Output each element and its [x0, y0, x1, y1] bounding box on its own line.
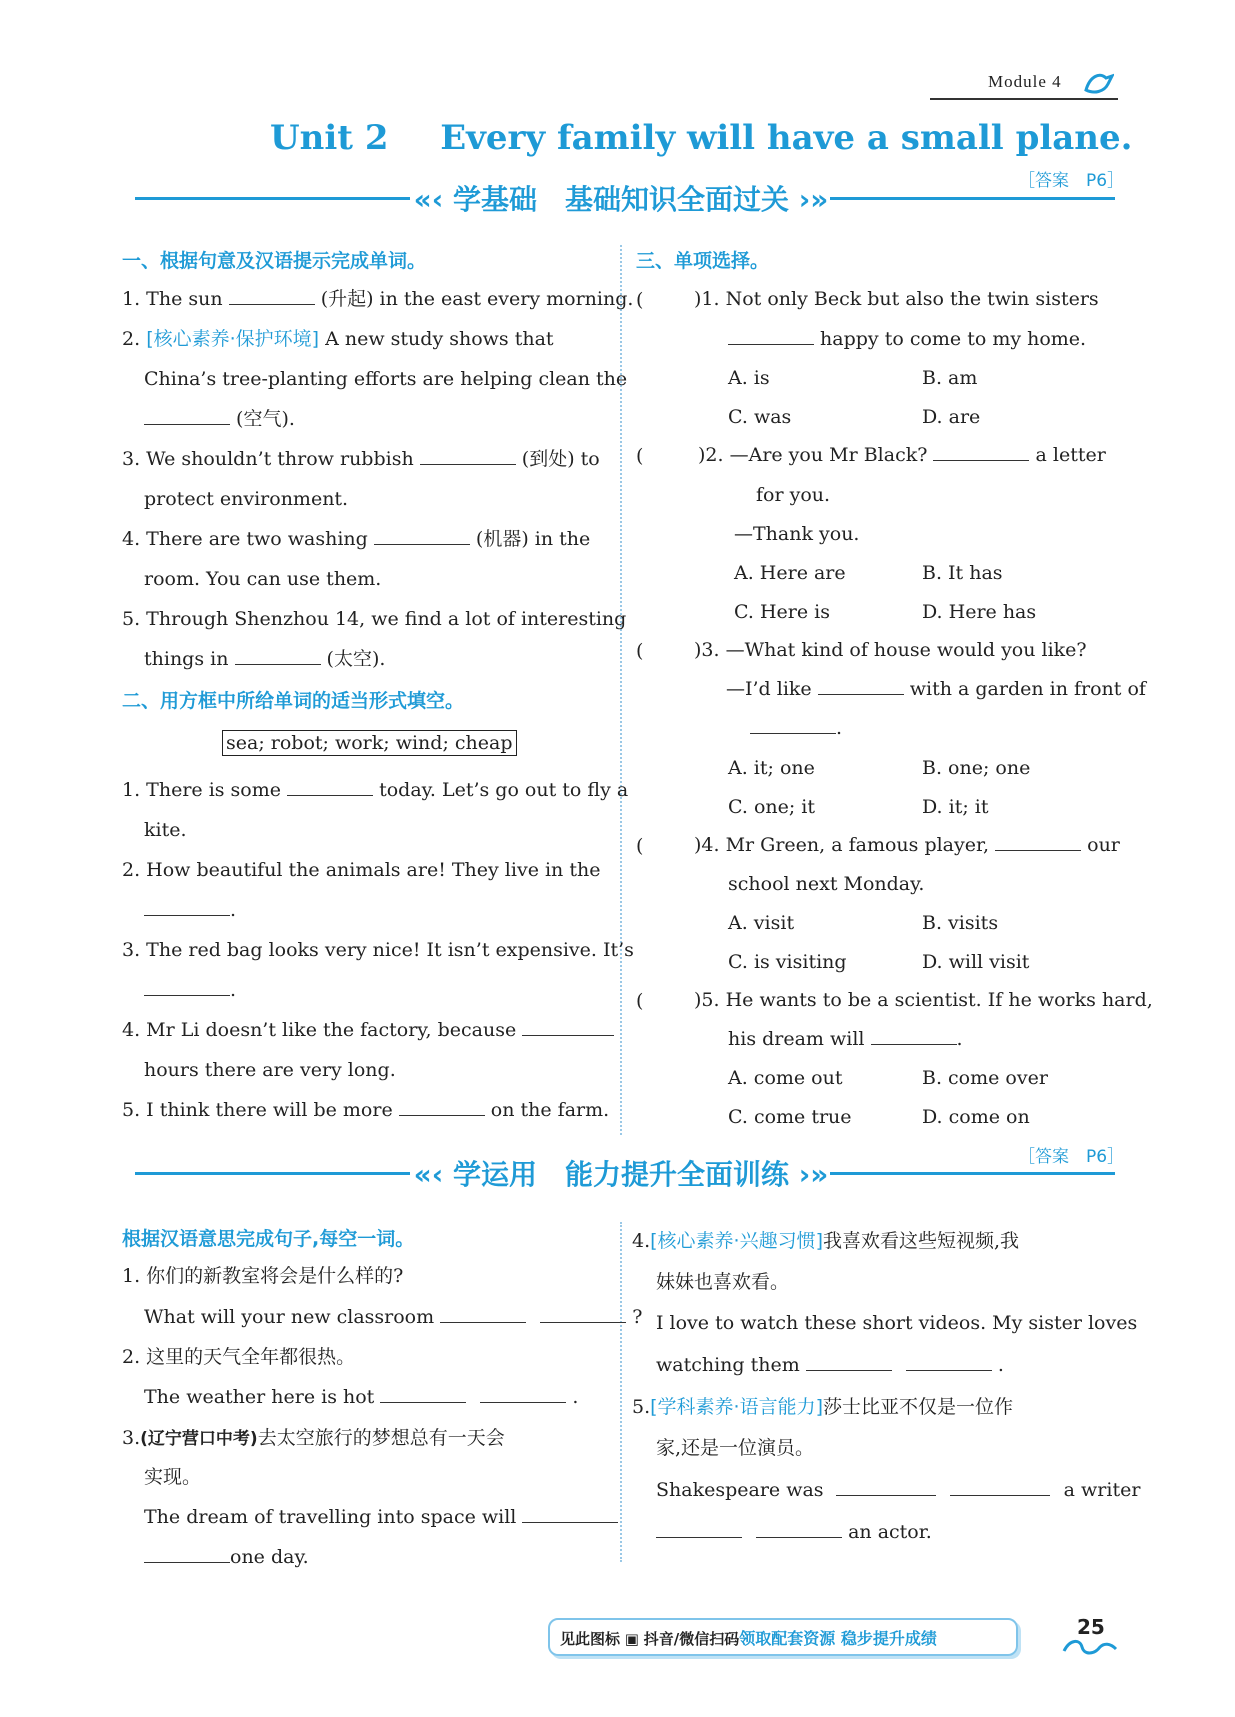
answer-blank[interactable] — [144, 914, 230, 916]
mc-q1-option-a[interactable]: A. is — [728, 367, 770, 389]
part-a-q2-end: (空气). — [144, 399, 295, 439]
answer-blank[interactable] — [144, 994, 230, 996]
mc-q4-stem2: school next Monday. — [728, 873, 925, 895]
word-box: sea; robot; work; wind; cheap — [222, 730, 517, 756]
answer-bracket[interactable]: ( — [636, 445, 644, 467]
part-a-heading: 一、根据句意及汉语提示完成单词。 — [122, 250, 427, 272]
mc-q3-stem3: . — [750, 708, 842, 748]
answer-blank[interactable] — [374, 543, 470, 545]
header-rule — [930, 98, 1118, 100]
part-d-q4-en2: watching them . — [656, 1354, 1004, 1376]
banner-text-1: 学基础 基础知识全面过关 — [452, 183, 789, 216]
answer-blank[interactable] — [656, 1536, 742, 1538]
mc-q3-option-b[interactable]: B. one; one — [922, 757, 1031, 779]
core-literacy-tag: [核心素养·保护环境] — [146, 328, 320, 350]
column-divider-2 — [620, 1222, 622, 1562]
part-d-q3-en2: one day. — [144, 1537, 309, 1577]
unit-number: Unit 2 — [270, 118, 389, 158]
part-d-q3-cn: 3.(辽宁营口中考)去太空旅行的梦想总有一天会 — [122, 1427, 505, 1449]
part-d-q1-en: What will your new classroom ? — [144, 1306, 643, 1328]
part-d-q5-en2: an actor. — [656, 1512, 932, 1552]
part-b-q2-cont: . — [144, 890, 236, 930]
mc-q1-option-c[interactable]: C. was — [728, 406, 792, 428]
answer-blank[interactable] — [756, 1536, 842, 1538]
answer-blank[interactable] — [522, 1034, 614, 1036]
unit-sentence: Every family will have a small plane. — [440, 118, 1133, 158]
part-d-q1-cn: 1. 你们的新教室将会是什么样的? — [122, 1265, 404, 1287]
bird-icon — [1082, 68, 1114, 98]
mc-q3-stem2: —I’d like with a garden in front of — [726, 678, 1146, 700]
mc-q4-option-a[interactable]: A. visit — [728, 912, 795, 934]
answer-blank[interactable] — [950, 1494, 1050, 1496]
mc-q5-stem2: his dream will . — [728, 1028, 963, 1050]
part-a-q2: 2. [核心素养·保护环境] A new study shows that — [122, 328, 554, 350]
chevrons-right: ›» — [789, 1158, 829, 1191]
mc-q1-option-b[interactable]: B. am — [922, 367, 978, 389]
part-d-q2-cn: 2. 这里的天气全年都很热。 — [122, 1346, 356, 1368]
mc-q2-option-b[interactable]: B. It has — [922, 562, 1003, 584]
answer-blank[interactable] — [836, 1494, 936, 1496]
part-d-q5-cn2: 家,还是一位演员。 — [656, 1437, 815, 1459]
part-b-q3-cont: . — [144, 970, 236, 1010]
mc-q1-option-d[interactable]: D. are — [922, 406, 981, 428]
answer-blank[interactable] — [480, 1401, 566, 1403]
mc-q2-stem2: for you. — [756, 484, 831, 506]
mc-q3-option-c[interactable]: C. one; it — [728, 796, 816, 818]
core-literacy-tag: [核心素养·兴趣习惯] — [650, 1230, 824, 1252]
answer-blank[interactable] — [235, 663, 321, 665]
answer-blank[interactable] — [522, 1521, 618, 1523]
part-d-q2-en: The weather here is hot . — [144, 1386, 579, 1408]
answer-blank[interactable] — [806, 1369, 892, 1371]
answer-bracket[interactable]: ( — [636, 835, 644, 857]
chevrons-left: «‹ — [413, 183, 453, 216]
answer-blank[interactable] — [144, 423, 230, 425]
exam-source-tag: (辽宁营口中考) — [140, 1429, 258, 1449]
part-d-q3-en: The dream of travelling into space will — [144, 1497, 618, 1537]
answer-ref-2: ［答案 P6］ — [1018, 1147, 1125, 1167]
answer-blank[interactable] — [144, 1561, 230, 1563]
answer-blank[interactable] — [750, 732, 836, 734]
answer-blank[interactable] — [906, 1369, 992, 1371]
module-label: Module 4 — [988, 72, 1062, 91]
answer-blank[interactable] — [871, 1043, 957, 1045]
banner-rule-left-2 — [135, 1172, 410, 1175]
part-b-q4-cont: hours there are very long. — [144, 1059, 396, 1081]
banner-text-2: 学运用 能力提升全面训练 — [452, 1158, 789, 1191]
part-b-q2: 2. How beautiful the animals are! They live in the — [122, 859, 601, 881]
mc-q4-stem: )4. Mr Green, a famous player, our — [694, 834, 1120, 856]
answer-bracket[interactable]: ( — [636, 640, 644, 662]
unit-title — [270, 118, 1132, 158]
answer-blank[interactable] — [540, 1321, 626, 1323]
mc-q5-option-a[interactable]: A. come out — [728, 1067, 843, 1089]
banner-rule-left-1 — [135, 197, 410, 200]
part-a-q3: 3. We shouldn’t throw rubbish (到处) to — [122, 448, 600, 470]
part-b-heading: 二、用方框中所给单词的适当形式填空。 — [122, 690, 465, 712]
answer-blank[interactable] — [995, 849, 1081, 851]
mc-q2-stem: )2. —Are you Mr Black? a letter — [698, 444, 1106, 466]
part-b-q5: 5. I think there will be more on the farm. — [122, 1099, 610, 1121]
answer-blank[interactable] — [440, 1321, 526, 1323]
mc-q5-option-c[interactable]: C. come true — [728, 1106, 852, 1128]
answer-bracket[interactable]: ( — [636, 990, 644, 1012]
part-d-q3-cn2: 实现。 — [144, 1466, 202, 1488]
mc-q2-option-d[interactable]: D. Here has — [922, 601, 1037, 623]
mc-q1-stem2: happy to come to my home. — [728, 319, 1086, 359]
mc-q2-option-c[interactable]: C. Here is — [734, 601, 830, 623]
mc-q4-option-b[interactable]: B. visits — [922, 912, 999, 934]
mc-q3-option-a[interactable]: A. it; one — [728, 757, 815, 779]
part-a-q4-cont: room. You can use them. — [144, 568, 382, 590]
answer-blank[interactable] — [380, 1401, 466, 1403]
footer-banner: 见此图标 ▣ 抖音/微信扫码领取配套资源 稳步提升成绩 — [548, 1618, 1018, 1656]
mc-q2-option-a[interactable]: A. Here are — [734, 562, 846, 584]
page-number: 25 — [1077, 1615, 1105, 1639]
mc-q4-option-c[interactable]: C. is visiting — [728, 951, 847, 973]
mc-q1-stem: )1. Not only Beck but also the twin sisters — [694, 288, 1099, 310]
part-b-q4: 4. Mr Li doesn’t like the factory, because — [122, 1010, 614, 1050]
part-a-q5-cont: things in (太空). — [144, 648, 386, 670]
mc-q3-stem: )3. —What kind of house would you like? — [694, 639, 1087, 661]
part-b-q3: 3. The red bag looks very nice! It isn’t expensive. It’s — [122, 939, 634, 961]
chevrons-left: «‹ — [413, 1158, 453, 1191]
mc-q5-option-d[interactable]: D. come on — [922, 1106, 1030, 1128]
part-d-q4-en: I love to watch these short videos. My sister loves — [656, 1312, 1138, 1334]
part-b-q1-cont: kite. — [144, 819, 187, 841]
mc-q2-stem3: —Thank you. — [734, 523, 860, 545]
banner-rule-right-1 — [830, 197, 1115, 200]
answer-blank[interactable] — [420, 463, 516, 465]
answer-blank[interactable] — [933, 459, 1029, 461]
mc-q5-stem: )5. He wants to be a scientist. If he works hard, — [694, 989, 1153, 1011]
answer-blank[interactable] — [287, 794, 373, 796]
chevrons-right: ›» — [789, 183, 829, 216]
part-a-q4: 4. There are two washing (机器) in the — [122, 528, 591, 550]
part-a-q5: 5. Through Shenzhou 14, we find a lot of interesting — [122, 608, 627, 630]
mc-q5-option-b[interactable]: B. come over — [922, 1067, 1048, 1089]
answer-ref-1: ［答案 P6］ — [1018, 171, 1125, 191]
part-d-q5-en: Shakespeare was a writer — [656, 1479, 1141, 1501]
part-a-q3-cont: protect environment. — [144, 488, 349, 510]
mc-q4-option-d[interactable]: D. will visit — [922, 951, 1030, 973]
part-d-heading: 根据汉语意思完成句子,每空一词。 — [122, 1228, 415, 1250]
section-banner-2 — [412, 1153, 830, 1193]
part-d-q4-cn2: 妹妹也喜欢看。 — [656, 1271, 790, 1293]
part-a-q1: 1. The sun (升起) in the east every morning. — [122, 288, 634, 310]
part-d-q4-cn: 4.[核心素养·兴趣习惯]我喜欢看这些短视频,我 — [632, 1230, 1020, 1252]
section-banner-1 — [412, 178, 830, 218]
mc-q3-option-d[interactable]: D. it; it — [922, 796, 989, 818]
part-b-q1: 1. There is some today. Let’s go out to fly a — [122, 779, 629, 801]
banner-rule-right-2 — [830, 1172, 1115, 1175]
answer-blank[interactable] — [229, 303, 315, 305]
answer-blank[interactable] — [818, 693, 904, 695]
subject-literacy-tag: [学科素养·语言能力] — [650, 1396, 824, 1418]
answer-blank[interactable] — [399, 1114, 485, 1116]
scan-icon: ▣ — [624, 1630, 639, 1648]
answer-blank[interactable] — [728, 343, 814, 345]
part-d-q5-cn: 5.[学科素养·语言能力]莎士比亚不仅是一位作 — [632, 1396, 1014, 1418]
part-c-heading: 三、单项选择。 — [636, 250, 770, 272]
answer-bracket[interactable]: ( — [636, 289, 644, 311]
part-a-q2-cont: China’s tree-planting efforts are helping clean the — [144, 368, 628, 390]
